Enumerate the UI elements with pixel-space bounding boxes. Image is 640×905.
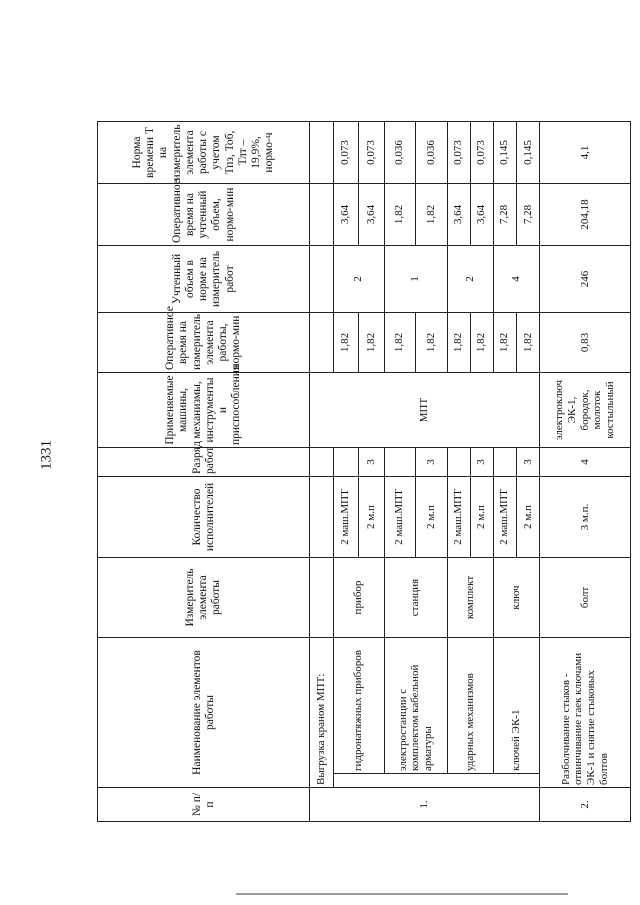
row2-number: 2.	[539, 788, 630, 822]
op-time-cell: 1,82	[447, 313, 470, 373]
norm-cell: 0,036	[384, 122, 416, 184]
row1-tools: МПТ	[310, 373, 539, 448]
subitem-meter: комплект	[447, 558, 493, 638]
row2-op-time-volume: 204,18	[539, 184, 630, 246]
norm-cell: 0,073	[359, 122, 384, 184]
scan-edge-line	[236, 893, 568, 895]
header-num: № п/п	[98, 788, 310, 822]
grade-cell: 3	[416, 448, 448, 477]
norm-cell: 0,145	[516, 122, 539, 184]
table-row	[493, 122, 516, 822]
header-norm: Норма времени Т на измеритель элемента работы с учетом Тпз, Тоб, Тлт – 19,9%, нормо-ч	[98, 122, 310, 184]
op-time-cell: 1,82	[333, 313, 358, 373]
workers-cell: 2 м.п	[470, 477, 493, 558]
header-row	[98, 122, 310, 822]
volume-cell: 4	[493, 246, 539, 313]
workers-cell: 2 м.п	[416, 477, 448, 558]
row2-name: Разболчивание стыков - отвинчивание гаек ключами ЭК-1 и снятие стыковых болтов	[539, 638, 630, 788]
row2-workers: 3 м.п.	[539, 477, 630, 558]
norm-cell: 0,036	[416, 122, 448, 184]
workers-cell: 2 маш.МПТ	[493, 477, 516, 558]
op-time-volume-cell: 3,64	[333, 184, 358, 246]
grade-cell	[384, 448, 416, 477]
op-time-volume-cell: 3,64	[470, 184, 493, 246]
op-time-cell: 1,82	[493, 313, 516, 373]
row2-op-time: 0,83	[539, 313, 630, 373]
norm-cell: 0,073	[333, 122, 358, 184]
header-op-time-volume: Оперативное время на учтенный объем, нормо-мин	[98, 184, 310, 246]
grade-cell	[333, 448, 358, 477]
op-time-volume-cell: 3,64	[447, 184, 470, 246]
volume-cell: 2	[333, 246, 384, 313]
row2-volume: 246	[539, 246, 630, 313]
subitem-name: ударных механизмов	[447, 638, 493, 774]
grade-cell: 3	[359, 448, 384, 477]
op-time-volume-cell: 3,64	[359, 184, 384, 246]
norm-cell: 0,145	[493, 122, 516, 184]
header-op-time: Оперативное время на измеритель элемента работы, нормо-мин	[98, 313, 310, 373]
op-time-volume-cell: 1,82	[416, 184, 448, 246]
volume-cell: 1	[384, 246, 447, 313]
subitem-meter: прибор	[333, 558, 384, 638]
op-time-volume-cell: 1,82	[384, 184, 416, 246]
norm-cell: 0,073	[470, 122, 493, 184]
subitem-name: электростанции с комплектом кабельной арматуры	[384, 638, 447, 774]
work-norms-table	[97, 121, 631, 822]
header-meter: Измеритель элемента работы	[98, 558, 310, 638]
workers-cell: 2 маш.МПТ	[384, 477, 416, 558]
row2	[539, 122, 630, 822]
subitem-meter: ключ	[493, 558, 539, 638]
header-name: Наименование элементов работы	[98, 638, 310, 788]
op-time-volume-cell: 7,28	[516, 184, 539, 246]
op-time-cell: 1,82	[470, 313, 493, 373]
subitem-name: ключей ЭК-1	[493, 638, 539, 774]
grade-cell: 3	[516, 448, 539, 477]
page-number: 1331	[38, 440, 55, 470]
op-time-cell: 1,82	[416, 313, 448, 373]
volume-cell: 2	[447, 246, 493, 313]
workers-cell: 2 маш.МПТ	[447, 477, 470, 558]
row2-tools: электроключ ЭК-1, бородок, молоток костыльный	[539, 373, 630, 448]
table-row	[384, 122, 416, 822]
grade-cell: 3	[470, 448, 493, 477]
row2-norm: 4,1	[539, 122, 630, 184]
row1-number: 1.	[310, 788, 539, 822]
workers-cell: 2 м.п	[516, 477, 539, 558]
row1-title-row	[310, 122, 333, 822]
header-grade: Разряд работ	[98, 448, 310, 477]
op-time-cell: 1,82	[384, 313, 416, 373]
subitem-name: гидронатяжных приборов	[333, 638, 384, 774]
op-time-cell: 1,82	[359, 313, 384, 373]
row1-title: Выгрузка краном МПТ:	[310, 638, 333, 788]
grade-cell	[493, 448, 516, 477]
workers-cell: 2 маш.МПТ	[333, 477, 358, 558]
row2-meter: болт	[539, 558, 630, 638]
op-time-volume-cell: 7,28	[493, 184, 516, 246]
norm-cell: 0,073	[447, 122, 470, 184]
header-tools: Применяемые машины, механизмы, инструменты и приспособления	[98, 373, 310, 448]
header-volume: Учтенный объем в норме на измеритель работ	[98, 246, 310, 313]
table-row	[447, 122, 470, 822]
subitem-meter: станция	[384, 558, 447, 638]
grade-cell	[447, 448, 470, 477]
row2-grade: 4	[539, 448, 630, 477]
header-workers: Количество исполнителей	[98, 477, 310, 558]
op-time-cell: 1,82	[516, 313, 539, 373]
work-norms-table-rotated	[97, 122, 631, 822]
workers-cell: 2 м.п	[359, 477, 384, 558]
table-row	[333, 122, 358, 822]
